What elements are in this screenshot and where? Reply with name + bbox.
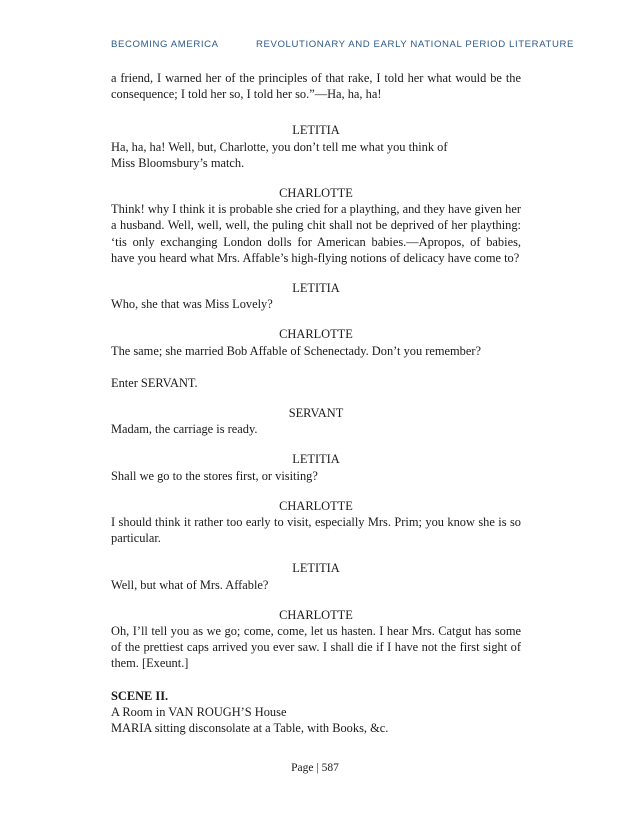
speaker-name: LETITIA [292,281,340,296]
dialogue-paragraph: Oh, I’ll tell you as we go; come, come, let us hasten. I hear Mrs. Catgut has some of the prettiest caps arrived you ever saw. I shall die if I have not the first sight of them. [Exeunt.] [111,624,521,671]
scene-setting: A Room in VAN ROUGH’S House [111,704,287,719]
dialogue-paragraph: I should think it rather too early to visit, especially Mrs. Prim; you know she is so particular. [111,515,521,546]
header-book-title: BECOMING AMERICA [111,39,219,50]
scene-setting: MARIA sitting disconsolate at a Table, with Books, &c. [111,721,389,736]
dialogue-line: Ha, ha, ha! Well, but, Charlotte, you don’t tell me what you think of [111,139,448,154]
speaker-name: LETITIA [292,561,340,576]
page-body [111,70,521,736]
dialogue-line: Miss Bloomsbury’s match. [111,155,245,170]
dialogue-paragraph: The same; she married Bob Affable of Schenectady. Don’t you remember? [111,343,481,358]
speaker-name: CHARLOTTE [279,186,353,201]
dialogue-paragraph: Shall we go to the stores first, or visiting? [111,468,318,483]
scene-heading: SCENE II. [111,688,169,703]
header-section-title: REVOLUTIONARY AND EARLY NATIONAL PERIOD LITERATURE [255,39,575,50]
dialogue-paragraph: Think! why I think it is probable she cried for a plaything, and they have given her a husband. Well, well, well, the puling chit shall not be deprived of her plaything: ‘tis only exchanging London dolls for American babies.—Apropos, of babies, have you heard what Mrs. Affable’s high-flying notions of delicacy have come to? [111,202,521,265]
speaker-name: LETITIA [292,452,340,467]
dialogue-paragraph: Madam, the carriage is ready. [111,422,258,437]
speaker-name: LETITIA [292,123,340,138]
speaker-name: CHARLOTTE [279,607,353,622]
dialogue-paragraph: Well, but what of Mrs. Affable? [111,577,269,592]
speaker-name: SERVANT [288,406,344,421]
dialogue-paragraph: Who, she that was Miss Lovely? [111,297,273,312]
speaker-name: CHARLOTTE [279,498,353,513]
dialogue-paragraph: a friend, I warned her of the principles of that rake, I told her what would be the consequence; I told her so, I told her so.”—Ha, ha, ha! [111,71,521,102]
stage-direction: Enter SERVANT. [111,375,198,390]
page-number: Page | 587 [291,762,339,774]
running-header [111,39,575,50]
speaker-name: CHARLOTTE [279,327,353,342]
